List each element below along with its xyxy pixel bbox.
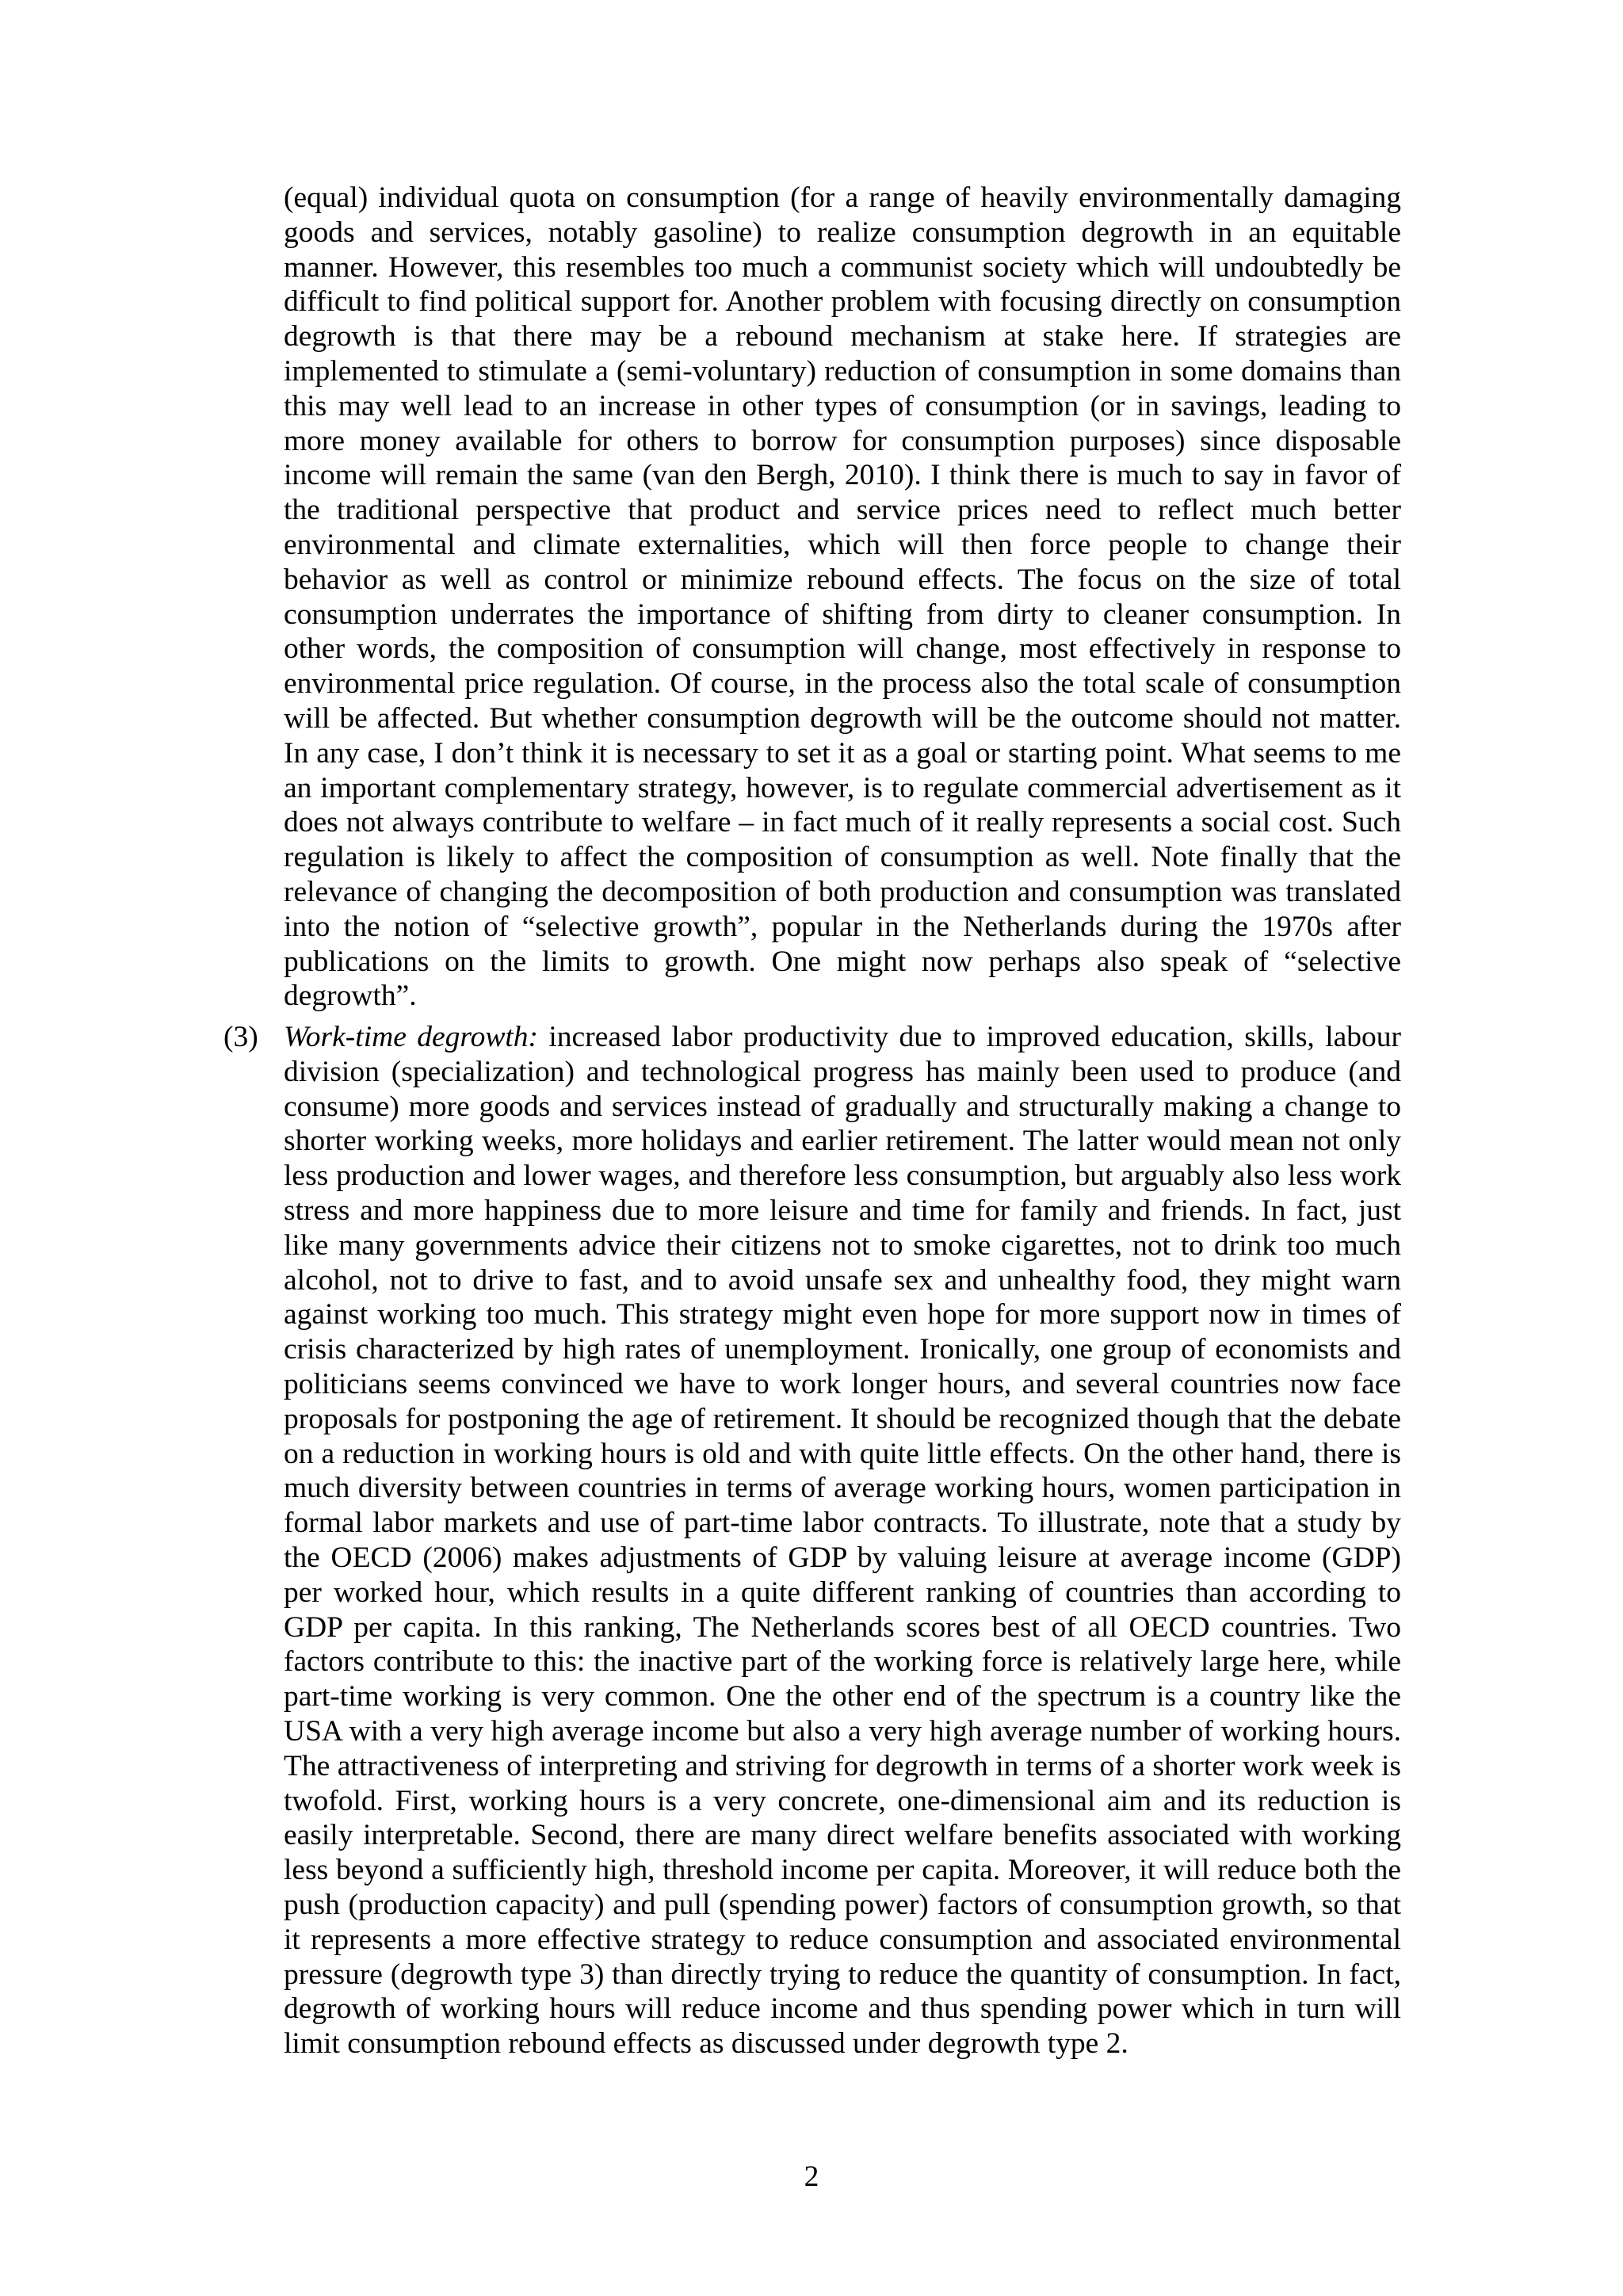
list-item-text: increased labor productivity due to improved education, skills, labour division (specialization) and technological progress has mainly been used to produce (and consume) more goods and services instead of gradually and structurally making a change to shorter working weeks, more holidays and earlier retirement. The latter would mean not only less production and lower wages, and therefore less consumption, but arguably also less work stress and more happiness due to more leisure and time for family and friends. In fact, just like many governments advice their citizens not to smoke cigarettes, not to drink too much alcohol, not to drive to fast, and to avoid unsafe sex and unhealthy food, they might warn against working too much. This strategy might even hope for more support now in times of crisis characterized by high rates of unemployment. Ironically, one group of economists and politicians seems convinced we have to work longer hours, and several countries now face proposals for postponing the age of retirement. It should be recognized though that the debate on a reduction in working hours is old and with quite little effects. On the other hand, there is much diversity between countries in terms of average working hours, women participation in formal labor markets and use of part-time labor contracts. To illustrate, note that a study by the OECD (2006) makes adjustments of GDP by valuing leisure at average income (GDP) per worked hour, which results in a quite different ranking of countries than according to GDP per capita. In this ranking, The Netherlands scores best of all OECD countries. Two factors contribute to this: the inactive part of the working force is relatively large here, while part-time working is very common. One the other end of the spectrum is a country like the USA with a very high average income but also a very high average number of working hours. The attractiveness of interpreting and striving for degrowth in terms of a shorter work week is twofold. First, working hours is a very concrete, one-dimensional aim and its reduction is easily interpretable. Second, there are many direct welfare benefits associated with working less beyond a sufficiently high, threshold income per capita. Moreover, it will reduce both the push (production capacity) and pull (spending power) factors of consumption growth, so that it represents a more effective strategy to reduce consumption and associated environmental pressure (degrowth type 3) than directly trying to reduce the quantity of consumption. In fact, degrowth of working hours will reduce income and thus spending power which in turn will limit consumption rebound effects as discussed under degrowth type 2. [284, 1021, 1401, 2061]
continued-paragraph: (equal) individual quota on consumption (for a range of heavily environmentally damaging goods and services, notably gasoline) to realize consumption degrowth in an equitable manner. However, this resembles too much a communist society which will undoubtedly be difficult to find political support for. Another problem with focusing directly on consumption degrowth is that there may be a rebound mechanism at stake here. If strategies are implemented to stimulate a (semi-voluntary) reduction of consumption in some domains than this may well lead to an increase in other types of consumption (or in savings, leading to more money available for others to borrow for consumption purposes) since disposable income will remain the same (van den Bergh, 2010). I think there is much to say in favor of the traditional perspective that product and service prices need to reflect much better environmental and climate externalities, which will then force people to change their behavior as well as control or minimize rebound effects. The focus on the size of total consumption underrates the importance of shifting from dirty to cleaner consumption. In other words, the composition of consumption will change, most effectively in response to environmental price regulation. Of course, in the process also the total scale of consumption will be affected. But whether consumption degrowth will be the outcome should not matter. In any case, I don’t think it is necessary to set it as a goal or starting point. What seems to me an important complementary strategy, however, is to regulate commercial advertisement as it does not always contribute to welfare – in fact much of it really represents a social cost. Such regulation is likely to affect the composition of consumption as well. Note finally that the relevance of changing the decomposition of both production and consumption was translated into the notion of “selective growth”, popular in the Netherlands during the 1970s after publications on the limits to growth. One might now perhaps also speak of “selective degrowth”. [284, 181, 1401, 1013]
list-item-heading: Work-time degrowth: [284, 1021, 538, 1053]
page-number: 2 [804, 2160, 819, 2193]
list-item-marker: (3) [223, 1021, 258, 1053]
list-item-work-time-degrowth [223, 1020, 1401, 2061]
